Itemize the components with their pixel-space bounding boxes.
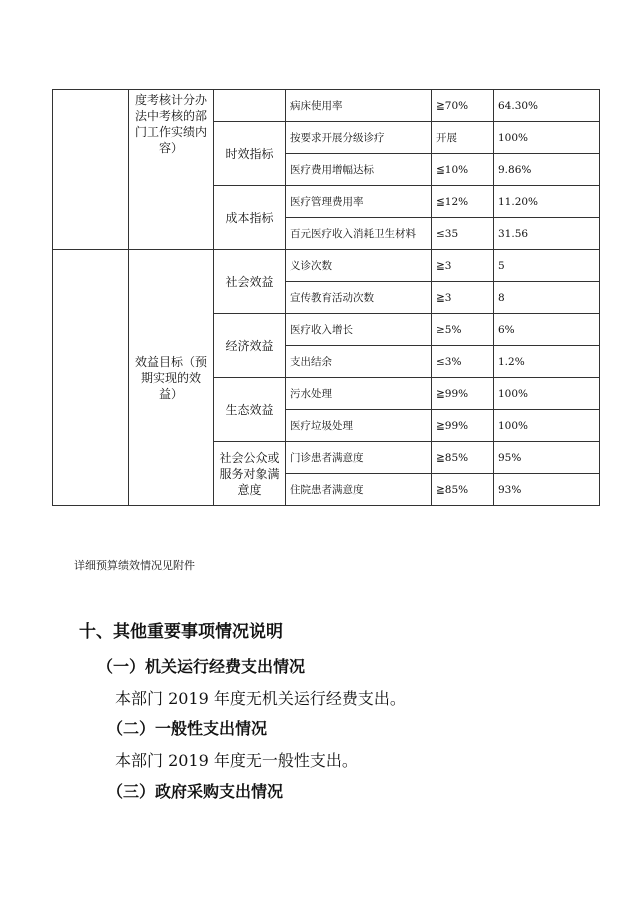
target-cell: ≧3 bbox=[432, 282, 494, 314]
target-cell: ≤3% bbox=[432, 346, 494, 378]
actual-cell: 11.20% bbox=[494, 186, 600, 218]
indicator-cell: 医疗管理费用率 bbox=[286, 186, 432, 218]
indicator-cell: 义诊次数 bbox=[286, 250, 432, 282]
target-cell: ≦12% bbox=[432, 186, 494, 218]
indicator-cell: 住院患者满意度 bbox=[286, 474, 432, 506]
indicator-cell: 门诊患者满意度 bbox=[286, 442, 432, 474]
indicator-cell: 污水处理 bbox=[286, 378, 432, 410]
indicator-cell: 病床使用率 bbox=[286, 90, 432, 122]
subsection-text-1: 本部门 2019 年度无机关运行经费支出。 bbox=[115, 689, 406, 708]
subcategory-cell: 社会公众或服务对象满意度 bbox=[214, 442, 286, 506]
indicator-cell: 支出结余 bbox=[286, 346, 432, 378]
indicator-cell: 医疗垃圾处理 bbox=[286, 410, 432, 442]
actual-cell: 8 bbox=[494, 282, 600, 314]
performance-table bbox=[52, 89, 600, 506]
indicator-cell: 医疗费用增幅达标 bbox=[286, 154, 432, 186]
indicator-cell: 百元医疗收入消耗卫生材料 bbox=[286, 218, 432, 250]
category-cell: 效益目标（预期实现的效益） bbox=[129, 250, 214, 506]
section-heading: 十、其他重要事项情况说明 bbox=[79, 622, 283, 642]
actual-cell: 1.2% bbox=[494, 346, 600, 378]
subsection-heading-2: （二）一般性支出情况 bbox=[107, 719, 268, 738]
subcategory-cell bbox=[214, 90, 286, 122]
actual-cell: 100% bbox=[494, 378, 600, 410]
subcategory-cell: 经济效益 bbox=[214, 314, 286, 378]
table-cell-blank bbox=[53, 90, 129, 250]
target-cell: ≧85% bbox=[432, 442, 494, 474]
subsection-heading-3: （三）政府采购支出情况 bbox=[107, 782, 284, 801]
actual-cell: 100% bbox=[494, 410, 600, 442]
actual-cell: 31.56 bbox=[494, 218, 600, 250]
subcategory-cell: 时效指标 bbox=[214, 122, 286, 186]
table-row bbox=[53, 90, 600, 122]
indicator-cell: 医疗收入增长 bbox=[286, 314, 432, 346]
target-cell: ≧3 bbox=[432, 250, 494, 282]
attachment-note: 详细预算绩效情况见附件 bbox=[74, 559, 195, 572]
subsection-heading-1: （一）机关运行经费支出情况 bbox=[97, 657, 306, 676]
subcategory-cell: 社会效益 bbox=[214, 250, 286, 314]
target-cell: ≧85% bbox=[432, 474, 494, 506]
target-cell: ≦10% bbox=[432, 154, 494, 186]
target-cell: 开展 bbox=[432, 122, 494, 154]
target-cell: ≧70% bbox=[432, 90, 494, 122]
target-cell: ≧99% bbox=[432, 410, 494, 442]
subcategory-cell: 成本指标 bbox=[214, 186, 286, 250]
indicator-cell: 宣传教育活动次数 bbox=[286, 282, 432, 314]
table-cell-blank bbox=[53, 250, 129, 506]
target-cell: ≧99% bbox=[432, 378, 494, 410]
actual-cell: 95% bbox=[494, 442, 600, 474]
subcategory-cell: 生态效益 bbox=[214, 378, 286, 442]
actual-cell: 5 bbox=[494, 250, 600, 282]
indicator-cell: 按要求开展分级诊疗 bbox=[286, 122, 432, 154]
actual-cell: 6% bbox=[494, 314, 600, 346]
table-row bbox=[53, 250, 600, 282]
actual-cell: 100% bbox=[494, 122, 600, 154]
actual-cell: 9.86% bbox=[494, 154, 600, 186]
target-cell: ≥5% bbox=[432, 314, 494, 346]
actual-cell: 64.30% bbox=[494, 90, 600, 122]
subsection-text-2: 本部门 2019 年度无一般性支出。 bbox=[115, 751, 358, 770]
category-cell: 度考核计分办法中考核的部门工作实绩内容） bbox=[129, 90, 214, 250]
actual-cell: 93% bbox=[494, 474, 600, 506]
target-cell: ≤35 bbox=[432, 218, 494, 250]
